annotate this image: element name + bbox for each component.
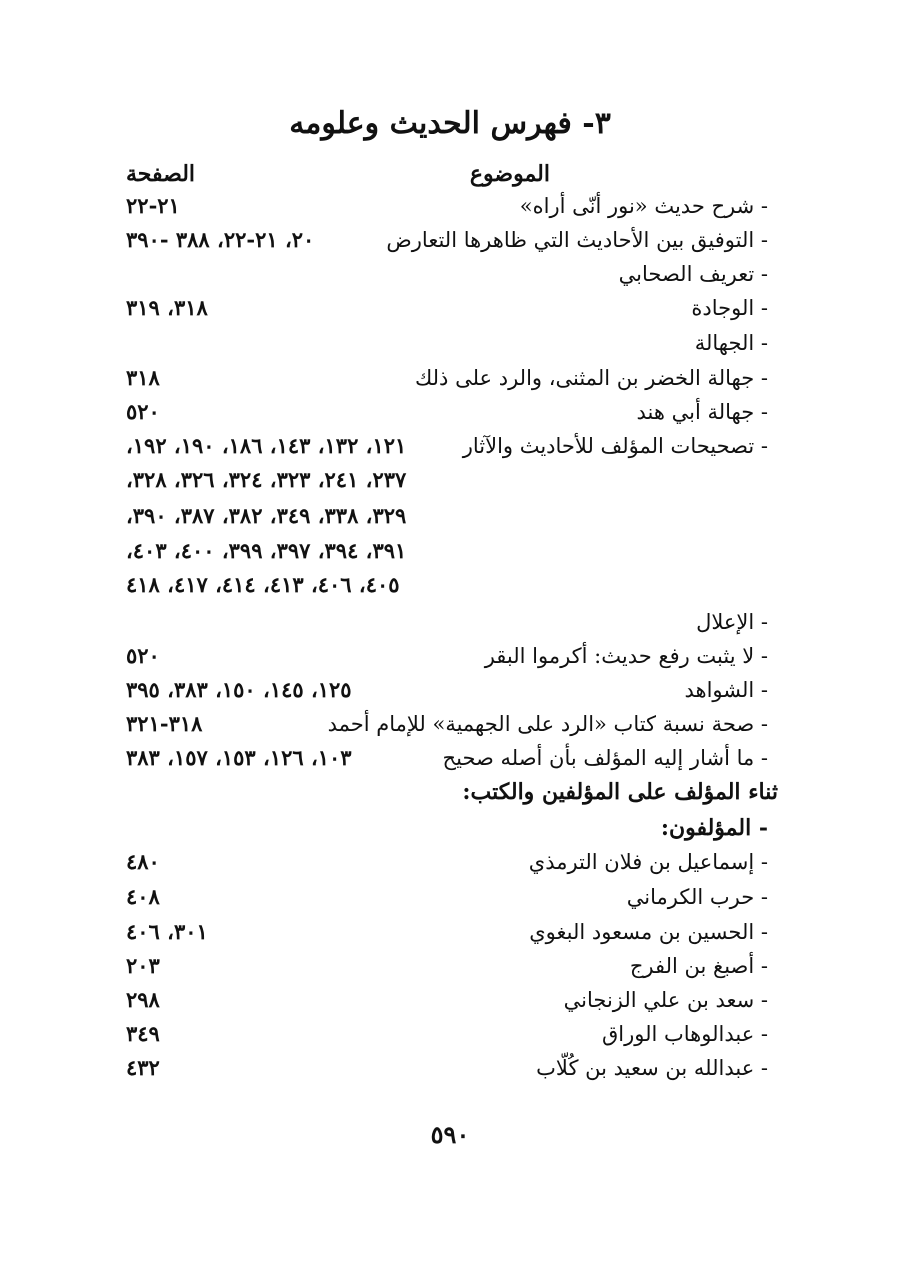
entry-topic: - لا يثبت رفع حديث: أكرموا البقر: [484, 644, 768, 668]
index-entry: [120, 290, 780, 326]
entry-pages: ٢١-٢٢: [126, 193, 180, 218]
index-entry: [120, 706, 780, 742]
index-entry: [120, 638, 780, 674]
entry-topic: - جهالة أبي هند: [636, 400, 768, 424]
entry-topic: - أصبغ بن الفرج: [629, 954, 768, 978]
entry-topic: - عبدالوهاب الوراق: [601, 1022, 768, 1046]
entry-topic: - الوجادة: [691, 296, 768, 320]
entry-topic: - تصحيحات المؤلف للأحاديث والآثار: [462, 434, 768, 458]
entry-topic: - صحة نسبة كتاب «الرد على الجهمية» للإمام أحمد: [327, 712, 768, 736]
index-entry: [120, 740, 780, 776]
author-entry: [120, 1050, 780, 1086]
subsection-heading: - المؤلفون:: [660, 815, 768, 841]
author-entry: [120, 914, 780, 950]
entry-topic: - جهالة الخضر بن المثنى، والرد على ذلك: [414, 366, 768, 390]
entry-topic: - سعد بن علي الزنجاني: [563, 988, 768, 1012]
entry-pages: ١٠٣، ١٢٦، ١٥٣، ١٥٧، ٣٨٣: [126, 745, 352, 770]
index-entry: [120, 360, 780, 396]
entry-topic: - الجهالة: [694, 331, 768, 355]
entry-pages: ٤٣٢: [126, 1055, 160, 1080]
topic-column-header: الموضوع: [469, 161, 550, 187]
page-number: ٥٩٠: [430, 1120, 470, 1149]
index-entry: [120, 256, 780, 292]
entry-topic: - الحسين بن مسعود البغوي: [529, 920, 768, 944]
entry-topic: - عبدالله بن سعيد بن كُلّاب: [536, 1056, 768, 1080]
entry-topic: - التوفيق بين الأحاديث التي ظاهرها التعارض: [386, 228, 768, 252]
index-entry: [120, 672, 780, 708]
author-entry: [120, 982, 780, 1018]
pages-continuation-line: ٢٣٧، ٢٤١، ٣٢٣، ٣٢٤، ٣٢٦، ٣٢٨،: [126, 467, 407, 492]
author-entry: [120, 879, 780, 915]
entry-pages: ٢٩٨: [126, 987, 160, 1012]
entry-pages: ٤٠٨: [126, 884, 160, 909]
entry-topic: - إسماعيل بن فلان الترمذي: [528, 850, 768, 874]
entry-pages: ٢٠٣: [126, 953, 160, 978]
pages-continuation-line: ٣٩١، ٣٩٤، ٣٩٧، ٣٩٩، ٤٠٠، ٤٠٣،: [126, 538, 407, 563]
page-column-header: الصفحة: [126, 161, 196, 187]
index-entry: [120, 222, 780, 258]
author-entry: [120, 844, 780, 880]
entry-pages: ٣٤٩: [126, 1021, 160, 1046]
entry-topic: - تعريف الصحابي: [618, 262, 768, 286]
pages-continuation-line: ٤٠٥، ٤٠٦، ٤١٣، ٤١٤، ٤١٧، ٤١٨: [126, 572, 400, 597]
index-entry: [120, 325, 780, 361]
index-entry: [120, 428, 780, 464]
entry-pages: ٣١٨: [126, 365, 160, 390]
entry-pages: ٥٢٠: [126, 399, 160, 424]
entry-pages: ٣١٨، ٣١٩: [126, 295, 208, 320]
entry-pages: ٥٢٠: [126, 643, 160, 668]
author-entry: [120, 948, 780, 984]
index-entry: [120, 394, 780, 430]
entry-pages: ٣٠١، ٤٠٦: [126, 919, 208, 944]
entry-topic: - حرب الكرماني: [626, 885, 768, 909]
index-entry: [120, 604, 780, 640]
index-entry: [120, 188, 780, 224]
author-entry: [120, 1016, 780, 1052]
section-heading: ثناء المؤلف على المؤلفين والكتب:: [462, 779, 778, 805]
entry-topic: - الشواهد: [684, 678, 768, 702]
entry-topic: - شرح حديث «نور أنّى أراه»: [519, 194, 768, 218]
entry-topic: - ما أشار إليه المؤلف بأن أصله صحيح: [442, 746, 768, 770]
entry-pages: ٢٠، ٢١-٢٢، ٣٨٨ -٣٩٠: [126, 227, 315, 252]
entry-pages: ١٢٥، ١٤٥، ١٥٠، ٣٨٣، ٣٩٥: [126, 677, 352, 702]
entry-topic: - الإعلال: [696, 610, 768, 634]
column-headers: [120, 156, 780, 192]
page-title: ٣- فهرس الحديث وعلومه: [289, 106, 611, 141]
entry-pages: ١٢١، ١٣٢، ١٤٣، ١٨٦، ١٩٠، ١٩٢،: [126, 433, 407, 458]
pages-continuation-line: ٣٢٩، ٣٣٨، ٣٤٩، ٣٨٢، ٣٨٧، ٣٩٠،: [126, 503, 407, 528]
entry-pages: ٣١٨-٣٢١: [126, 711, 203, 736]
entry-pages: ٤٨٠: [126, 849, 160, 874]
